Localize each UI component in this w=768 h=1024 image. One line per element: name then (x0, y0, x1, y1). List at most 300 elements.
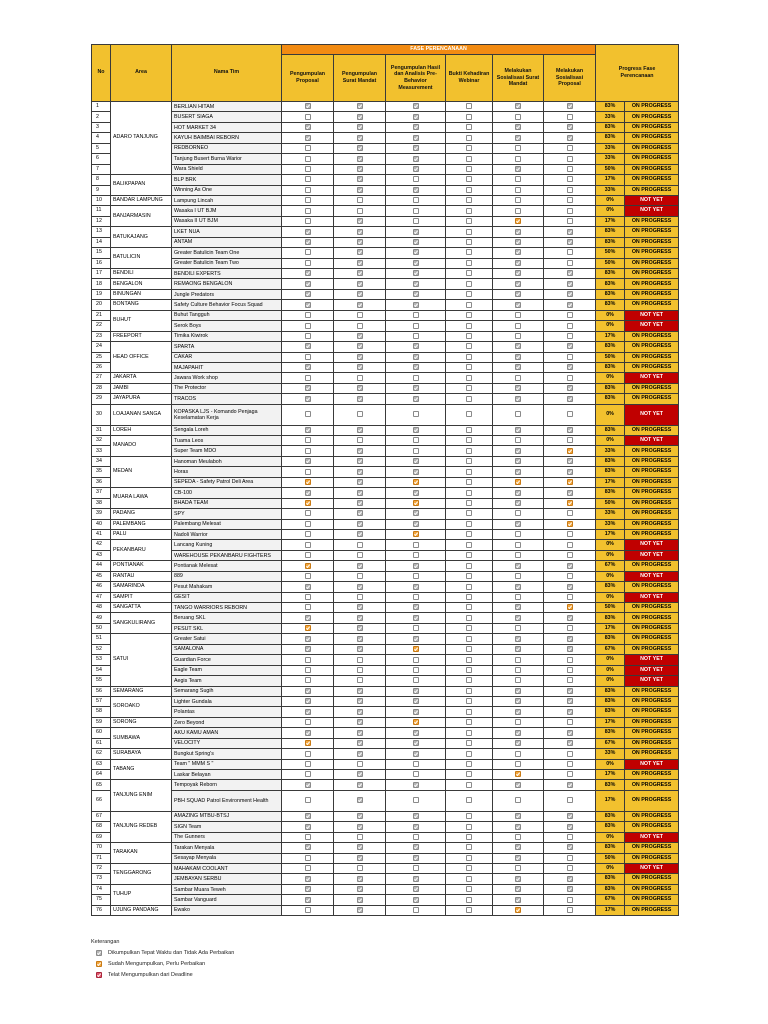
check-revision-icon[interactable] (413, 479, 419, 485)
check-ok-icon[interactable] (413, 698, 419, 704)
check-ok-icon[interactable] (357, 103, 363, 109)
check-ok-icon[interactable] (413, 886, 419, 892)
check-revision-icon[interactable] (515, 771, 521, 777)
check-ok-icon[interactable] (305, 124, 311, 130)
checkbox-empty-icon[interactable] (515, 323, 521, 329)
checkbox-empty-icon[interactable] (413, 552, 419, 558)
check-ok-icon[interactable] (357, 510, 363, 516)
check-ok-icon[interactable] (305, 270, 311, 276)
checkbox-empty-icon[interactable] (413, 761, 419, 767)
check-ok-icon[interactable] (305, 229, 311, 235)
checkbox-empty-icon[interactable] (305, 771, 311, 777)
checkbox-empty-icon[interactable] (515, 677, 521, 683)
check-ok-icon[interactable] (567, 584, 573, 590)
check-ok-icon[interactable] (305, 239, 311, 245)
check-revision-icon[interactable] (305, 500, 311, 506)
checkbox-empty-icon[interactable] (567, 751, 573, 757)
check-ok-icon[interactable] (305, 886, 311, 892)
checkbox-empty-icon[interactable] (466, 156, 472, 162)
check-ok-icon[interactable] (305, 385, 311, 391)
checkbox-empty-icon[interactable] (515, 510, 521, 516)
checkbox-empty-icon[interactable] (567, 573, 573, 579)
check-ok-icon[interactable] (413, 510, 419, 516)
checkbox-empty-icon[interactable] (567, 719, 573, 725)
checkbox-empty-icon[interactable] (567, 187, 573, 193)
checkbox-empty-icon[interactable] (357, 542, 363, 548)
checkbox-empty-icon[interactable] (515, 719, 521, 725)
check-ok-icon[interactable] (357, 771, 363, 777)
checkbox-empty-icon[interactable] (515, 667, 521, 673)
check-ok-icon[interactable] (357, 855, 363, 861)
checkbox-empty-icon[interactable] (466, 824, 472, 830)
checkbox-empty-icon[interactable] (466, 886, 472, 892)
check-ok-icon[interactable] (413, 824, 419, 830)
check-ok-icon[interactable] (567, 364, 573, 370)
check-ok-icon[interactable] (357, 876, 363, 882)
check-ok-icon[interactable] (515, 343, 521, 349)
checkbox-empty-icon[interactable] (515, 156, 521, 162)
check-ok-icon[interactable] (305, 709, 311, 715)
checkbox-empty-icon[interactable] (466, 270, 472, 276)
checkbox-empty-icon[interactable] (567, 249, 573, 255)
checkbox-empty-icon[interactable] (466, 615, 472, 621)
check-ok-icon[interactable] (413, 135, 419, 141)
check-ok-icon[interactable] (515, 249, 521, 255)
check-ok-icon[interactable] (305, 824, 311, 830)
check-ok-icon[interactable] (357, 260, 363, 266)
checkbox-empty-icon[interactable] (466, 385, 472, 391)
check-revision-icon[interactable] (567, 500, 573, 506)
checkbox-empty-icon[interactable] (466, 542, 472, 548)
check-ok-icon[interactable] (515, 740, 521, 746)
checkbox-empty-icon[interactable] (466, 751, 472, 757)
checkbox-empty-icon[interactable] (305, 719, 311, 725)
check-ok-icon[interactable] (413, 469, 419, 475)
check-ok-icon[interactable] (515, 135, 521, 141)
checkbox-empty-icon[interactable] (466, 187, 472, 193)
checkbox-empty-icon[interactable] (567, 865, 573, 871)
checkbox-empty-icon[interactable] (413, 333, 419, 339)
check-ok-icon[interactable] (567, 636, 573, 642)
checkbox-empty-icon[interactable] (466, 604, 472, 610)
check-ok-icon[interactable] (413, 343, 419, 349)
check-ok-icon[interactable] (413, 385, 419, 391)
check-ok-icon[interactable] (357, 270, 363, 276)
check-ok-icon[interactable] (567, 427, 573, 433)
check-ok-icon[interactable] (413, 782, 419, 788)
checkbox-empty-icon[interactable] (515, 114, 521, 120)
check-ok-icon[interactable] (413, 709, 419, 715)
check-ok-icon[interactable] (413, 124, 419, 130)
check-ok-icon[interactable] (567, 124, 573, 130)
check-ok-icon[interactable] (305, 364, 311, 370)
checkbox-empty-icon[interactable] (567, 411, 573, 417)
check-ok-icon[interactable] (515, 500, 521, 506)
checkbox-empty-icon[interactable] (466, 260, 472, 266)
checkbox-empty-icon[interactable] (567, 375, 573, 381)
check-ok-icon[interactable] (357, 625, 363, 631)
checkbox-empty-icon[interactable] (567, 437, 573, 443)
checkbox-empty-icon[interactable] (305, 260, 311, 266)
check-ok-icon[interactable] (357, 636, 363, 642)
check-ok-icon[interactable] (357, 176, 363, 182)
check-ok-icon[interactable] (357, 396, 363, 402)
check-ok-icon[interactable] (357, 469, 363, 475)
check-ok-icon[interactable] (413, 249, 419, 255)
checkbox-empty-icon[interactable] (413, 657, 419, 663)
check-ok-icon[interactable] (357, 813, 363, 819)
check-ok-icon[interactable] (413, 166, 419, 172)
checkbox-empty-icon[interactable] (466, 761, 472, 767)
check-ok-icon[interactable] (357, 740, 363, 746)
check-ok-icon[interactable] (515, 229, 521, 235)
check-ok-icon[interactable] (357, 333, 363, 339)
checkbox-empty-icon[interactable] (466, 375, 472, 381)
checkbox-empty-icon[interactable] (357, 594, 363, 600)
checkbox-empty-icon[interactable] (466, 855, 472, 861)
check-ok-icon[interactable] (357, 824, 363, 830)
checkbox-empty-icon[interactable] (515, 145, 521, 151)
checkbox-empty-icon[interactable] (413, 437, 419, 443)
check-revision-icon[interactable] (515, 218, 521, 224)
check-ok-icon[interactable] (413, 897, 419, 903)
check-ok-icon[interactable] (567, 281, 573, 287)
check-ok-icon[interactable] (413, 844, 419, 850)
checkbox-empty-icon[interactable] (357, 411, 363, 417)
checkbox-empty-icon[interactable] (466, 907, 472, 913)
checkbox-empty-icon[interactable] (515, 552, 521, 558)
checkbox-empty-icon[interactable] (567, 260, 573, 266)
check-ok-icon[interactable] (567, 458, 573, 464)
check-revision-icon[interactable] (413, 531, 419, 537)
check-ok-icon[interactable] (515, 458, 521, 464)
check-ok-icon[interactable] (357, 229, 363, 235)
checkbox-empty-icon[interactable] (466, 531, 472, 537)
check-ok-icon[interactable] (357, 166, 363, 172)
checkbox-empty-icon[interactable] (305, 855, 311, 861)
checkbox-empty-icon[interactable] (357, 375, 363, 381)
check-ok-icon[interactable] (357, 844, 363, 850)
checkbox-empty-icon[interactable] (567, 145, 573, 151)
check-ok-icon[interactable] (357, 145, 363, 151)
checkbox-empty-icon[interactable] (357, 657, 363, 663)
check-ok-icon[interactable] (567, 813, 573, 819)
check-ok-icon[interactable] (357, 458, 363, 464)
checkbox-empty-icon[interactable] (466, 730, 472, 736)
checkbox-empty-icon[interactable] (466, 490, 472, 496)
checkbox-empty-icon[interactable] (515, 176, 521, 182)
check-ok-icon[interactable] (413, 490, 419, 496)
check-ok-icon[interactable] (305, 844, 311, 850)
checkbox-empty-icon[interactable] (567, 855, 573, 861)
check-ok-icon[interactable] (357, 604, 363, 610)
checkbox-empty-icon[interactable] (515, 751, 521, 757)
check-ok-icon[interactable] (515, 302, 521, 308)
checkbox-empty-icon[interactable] (466, 698, 472, 704)
checkbox-empty-icon[interactable] (466, 709, 472, 715)
check-ok-icon[interactable] (357, 521, 363, 527)
checkbox-empty-icon[interactable] (515, 625, 521, 631)
check-revision-icon[interactable] (413, 719, 419, 725)
checkbox-empty-icon[interactable] (357, 865, 363, 871)
check-ok-icon[interactable] (413, 813, 419, 819)
checkbox-empty-icon[interactable] (567, 834, 573, 840)
checkbox-empty-icon[interactable] (305, 761, 311, 767)
checkbox-empty-icon[interactable] (466, 114, 472, 120)
check-ok-icon[interactable] (515, 730, 521, 736)
check-ok-icon[interactable] (305, 135, 311, 141)
check-ok-icon[interactable] (413, 855, 419, 861)
check-revision-icon[interactable] (413, 646, 419, 652)
check-revision-icon[interactable] (515, 907, 521, 913)
checkbox-empty-icon[interactable] (567, 552, 573, 558)
check-ok-icon[interactable] (357, 114, 363, 120)
check-ok-icon[interactable] (413, 354, 419, 360)
check-ok-icon[interactable] (515, 782, 521, 788)
check-ok-icon[interactable] (357, 730, 363, 736)
checkbox-empty-icon[interactable] (305, 375, 311, 381)
check-revision-icon[interactable] (567, 479, 573, 485)
check-ok-icon[interactable] (515, 427, 521, 433)
check-ok-icon[interactable] (515, 448, 521, 454)
checkbox-empty-icon[interactable] (466, 719, 472, 725)
checkbox-empty-icon[interactable] (567, 542, 573, 548)
check-ok-icon[interactable] (413, 688, 419, 694)
checkbox-empty-icon[interactable] (413, 176, 419, 182)
checkbox-empty-icon[interactable] (567, 761, 573, 767)
checkbox-empty-icon[interactable] (515, 657, 521, 663)
checkbox-empty-icon[interactable] (305, 312, 311, 318)
checkbox-empty-icon[interactable] (466, 897, 472, 903)
checkbox-empty-icon[interactable] (357, 761, 363, 767)
check-ok-icon[interactable] (515, 604, 521, 610)
checkbox-empty-icon[interactable] (305, 677, 311, 683)
check-ok-icon[interactable] (357, 782, 363, 788)
check-ok-icon[interactable] (357, 291, 363, 297)
checkbox-empty-icon[interactable] (466, 281, 472, 287)
checkbox-empty-icon[interactable] (466, 312, 472, 318)
checkbox-empty-icon[interactable] (567, 677, 573, 683)
checkbox-empty-icon[interactable] (567, 594, 573, 600)
checkbox-empty-icon[interactable] (515, 411, 521, 417)
checkbox-empty-icon[interactable] (567, 312, 573, 318)
check-ok-icon[interactable] (567, 615, 573, 621)
checkbox-empty-icon[interactable] (567, 323, 573, 329)
checkbox-empty-icon[interactable] (466, 197, 472, 203)
checkbox-empty-icon[interactable] (305, 573, 311, 579)
checkbox-empty-icon[interactable] (466, 584, 472, 590)
check-ok-icon[interactable] (305, 291, 311, 297)
checkbox-empty-icon[interactable] (305, 166, 311, 172)
check-ok-icon[interactable] (567, 291, 573, 297)
checkbox-empty-icon[interactable] (567, 657, 573, 663)
check-ok-icon[interactable] (515, 166, 521, 172)
checkbox-empty-icon[interactable] (466, 646, 472, 652)
check-ok-icon[interactable] (305, 396, 311, 402)
checkbox-empty-icon[interactable] (305, 218, 311, 224)
check-ok-icon[interactable] (305, 302, 311, 308)
checkbox-empty-icon[interactable] (305, 437, 311, 443)
check-ok-icon[interactable] (357, 886, 363, 892)
check-ok-icon[interactable] (515, 103, 521, 109)
checkbox-empty-icon[interactable] (357, 834, 363, 840)
check-ok-icon[interactable] (357, 584, 363, 590)
check-ok-icon[interactable] (567, 239, 573, 245)
check-ok-icon[interactable] (413, 458, 419, 464)
check-ok-icon[interactable] (305, 782, 311, 788)
checkbox-empty-icon[interactable] (466, 844, 472, 850)
check-ok-icon[interactable] (357, 448, 363, 454)
check-ok-icon[interactable] (515, 698, 521, 704)
check-ok-icon[interactable] (515, 260, 521, 266)
check-revision-icon[interactable] (305, 479, 311, 485)
check-ok-icon[interactable] (357, 302, 363, 308)
checkbox-empty-icon[interactable] (305, 323, 311, 329)
check-ok-icon[interactable] (305, 897, 311, 903)
check-ok-icon[interactable] (357, 719, 363, 725)
checkbox-empty-icon[interactable] (413, 865, 419, 871)
checkbox-empty-icon[interactable] (466, 573, 472, 579)
check-ok-icon[interactable] (413, 229, 419, 235)
check-ok-icon[interactable] (413, 563, 419, 569)
checkbox-empty-icon[interactable] (567, 771, 573, 777)
check-ok-icon[interactable] (567, 782, 573, 788)
check-ok-icon[interactable] (305, 458, 311, 464)
check-ok-icon[interactable] (413, 291, 419, 297)
check-ok-icon[interactable] (567, 103, 573, 109)
check-ok-icon[interactable] (357, 531, 363, 537)
checkbox-empty-icon[interactable] (466, 208, 472, 214)
checkbox-empty-icon[interactable] (466, 510, 472, 516)
checkbox-empty-icon[interactable] (305, 176, 311, 182)
check-ok-icon[interactable] (567, 563, 573, 569)
checkbox-empty-icon[interactable] (413, 197, 419, 203)
check-revision-icon[interactable] (567, 604, 573, 610)
checkbox-empty-icon[interactable] (413, 573, 419, 579)
checkbox-empty-icon[interactable] (305, 208, 311, 214)
check-ok-icon[interactable] (515, 396, 521, 402)
check-ok-icon[interactable] (305, 698, 311, 704)
check-ok-icon[interactable] (357, 500, 363, 506)
check-ok-icon[interactable] (567, 844, 573, 850)
check-ok-icon[interactable] (515, 124, 521, 130)
check-ok-icon[interactable] (515, 291, 521, 297)
checkbox-empty-icon[interactable] (567, 176, 573, 182)
check-ok-icon[interactable] (515, 709, 521, 715)
checkbox-empty-icon[interactable] (515, 865, 521, 871)
checkbox-empty-icon[interactable] (305, 667, 311, 673)
checkbox-empty-icon[interactable] (466, 323, 472, 329)
check-ok-icon[interactable] (413, 260, 419, 266)
check-ok-icon[interactable] (357, 239, 363, 245)
checkbox-empty-icon[interactable] (305, 333, 311, 339)
checkbox-empty-icon[interactable] (567, 510, 573, 516)
checkbox-empty-icon[interactable] (567, 218, 573, 224)
check-ok-icon[interactable] (413, 114, 419, 120)
checkbox-empty-icon[interactable] (413, 771, 419, 777)
check-ok-icon[interactable] (413, 156, 419, 162)
check-ok-icon[interactable] (357, 124, 363, 130)
checkbox-empty-icon[interactable] (466, 813, 472, 819)
check-ok-icon[interactable] (567, 270, 573, 276)
check-ok-icon[interactable] (515, 354, 521, 360)
check-ok-icon[interactable] (515, 469, 521, 475)
check-ok-icon[interactable] (515, 385, 521, 391)
check-ok-icon[interactable] (413, 584, 419, 590)
checkbox-empty-icon[interactable] (466, 396, 472, 402)
check-ok-icon[interactable] (515, 270, 521, 276)
checkbox-empty-icon[interactable] (466, 176, 472, 182)
check-ok-icon[interactable] (567, 135, 573, 141)
check-ok-icon[interactable] (305, 584, 311, 590)
check-ok-icon[interactable] (567, 396, 573, 402)
checkbox-empty-icon[interactable] (466, 437, 472, 443)
check-ok-icon[interactable] (357, 385, 363, 391)
checkbox-empty-icon[interactable] (305, 510, 311, 516)
checkbox-empty-icon[interactable] (466, 740, 472, 746)
checkbox-empty-icon[interactable] (515, 375, 521, 381)
checkbox-empty-icon[interactable] (515, 312, 521, 318)
checkbox-empty-icon[interactable] (466, 667, 472, 673)
checkbox-empty-icon[interactable] (466, 782, 472, 788)
checkbox-empty-icon[interactable] (466, 343, 472, 349)
checkbox-empty-icon[interactable] (305, 249, 311, 255)
checkbox-empty-icon[interactable] (305, 531, 311, 537)
check-ok-icon[interactable] (357, 751, 363, 757)
checkbox-empty-icon[interactable] (413, 323, 419, 329)
check-ok-icon[interactable] (567, 698, 573, 704)
check-ok-icon[interactable] (515, 688, 521, 694)
check-ok-icon[interactable] (413, 281, 419, 287)
checkbox-empty-icon[interactable] (305, 594, 311, 600)
check-ok-icon[interactable] (515, 490, 521, 496)
checkbox-empty-icon[interactable] (305, 865, 311, 871)
checkbox-empty-icon[interactable] (305, 604, 311, 610)
checkbox-empty-icon[interactable] (413, 375, 419, 381)
checkbox-empty-icon[interactable] (357, 667, 363, 673)
checkbox-empty-icon[interactable] (515, 573, 521, 579)
check-ok-icon[interactable] (515, 646, 521, 652)
check-ok-icon[interactable] (357, 688, 363, 694)
checkbox-empty-icon[interactable] (466, 354, 472, 360)
checkbox-empty-icon[interactable] (466, 771, 472, 777)
check-ok-icon[interactable] (305, 876, 311, 882)
checkbox-empty-icon[interactable] (515, 333, 521, 339)
checkbox-empty-icon[interactable] (466, 834, 472, 840)
checkbox-empty-icon[interactable] (515, 594, 521, 600)
checkbox-empty-icon[interactable] (567, 197, 573, 203)
check-ok-icon[interactable] (357, 897, 363, 903)
checkbox-empty-icon[interactable] (466, 625, 472, 631)
check-ok-icon[interactable] (413, 615, 419, 621)
check-ok-icon[interactable] (305, 636, 311, 642)
check-ok-icon[interactable] (357, 187, 363, 193)
check-ok-icon[interactable] (515, 521, 521, 527)
check-ok-icon[interactable] (357, 615, 363, 621)
checkbox-empty-icon[interactable] (305, 834, 311, 840)
check-ok-icon[interactable] (567, 688, 573, 694)
check-ok-icon[interactable] (567, 709, 573, 715)
checkbox-empty-icon[interactable] (305, 411, 311, 417)
checkbox-empty-icon[interactable] (413, 594, 419, 600)
check-ok-icon[interactable] (567, 302, 573, 308)
checkbox-empty-icon[interactable] (413, 834, 419, 840)
check-ok-icon[interactable] (357, 281, 363, 287)
check-ok-icon[interactable] (567, 730, 573, 736)
check-ok-icon[interactable] (413, 103, 419, 109)
check-ok-icon[interactable] (515, 876, 521, 882)
checkbox-empty-icon[interactable] (466, 291, 472, 297)
